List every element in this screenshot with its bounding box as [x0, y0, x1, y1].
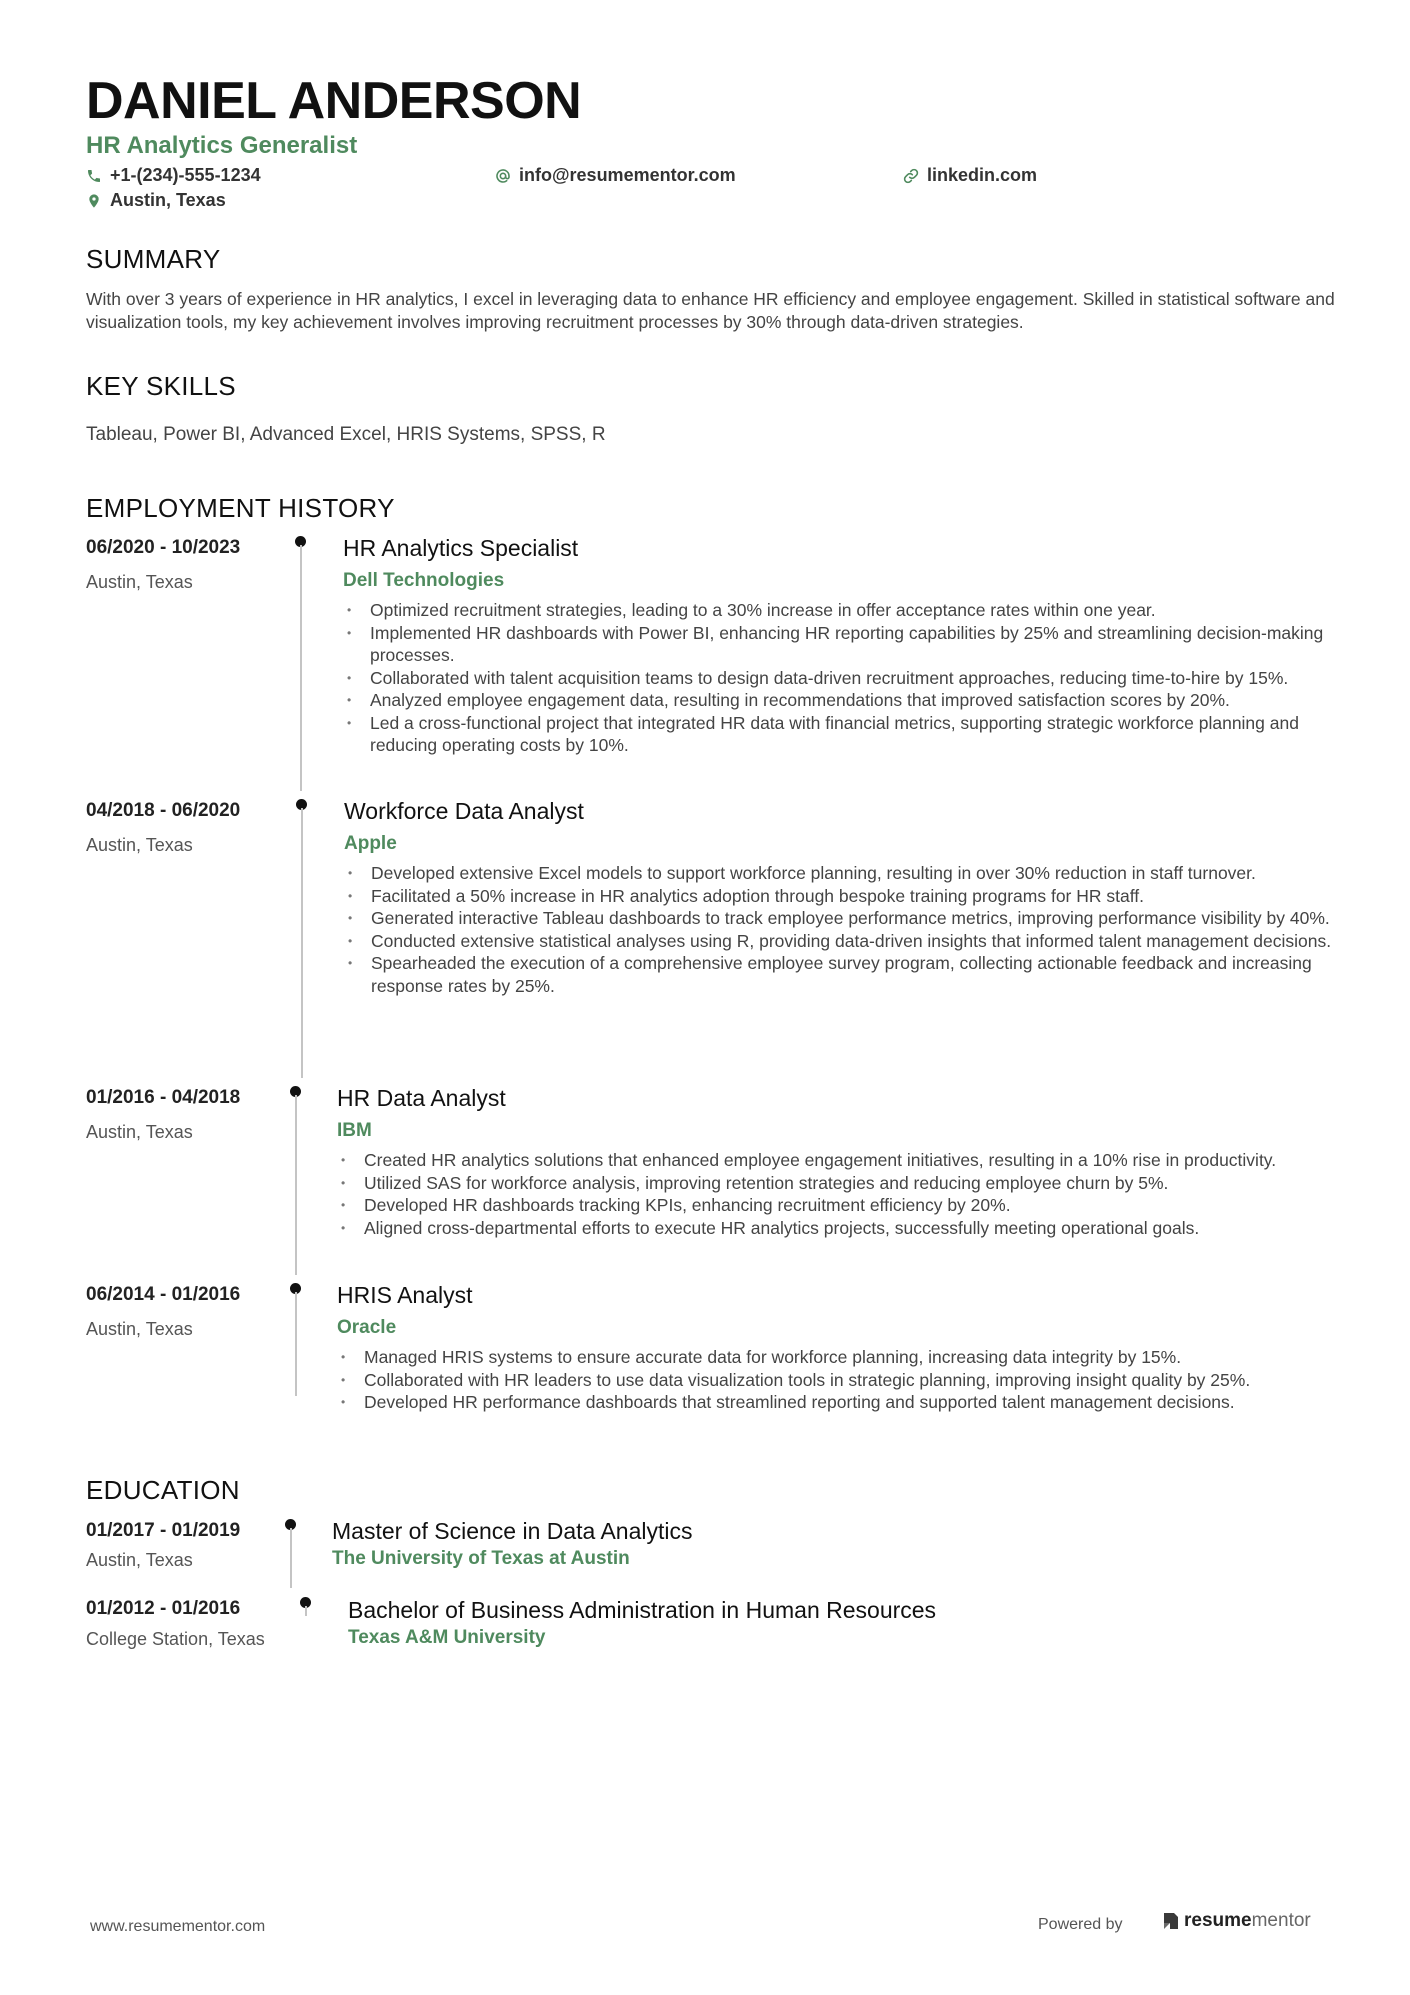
- candidate-role: HR Analytics Generalist: [86, 132, 358, 159]
- job-bullet: • Created HR analytics solutions that enhanced employee engagement initiatives, resulting in a 10% rise in productivity.: [337, 1149, 1337, 1172]
- job-bullet: • Facilitated a 50% increase in HR analytics adoption through bespoke training programs for HR staff.: [344, 885, 1334, 908]
- education-school: Texas A&M University: [348, 1627, 546, 1648]
- contact-email: [495, 165, 736, 186]
- job-title: HR Data Analyst: [337, 1085, 506, 1111]
- summary-heading: SUMMARY: [86, 244, 221, 274]
- education-dates: 01/2017 - 01/2019: [86, 1520, 241, 1541]
- brand-name-strong: resume: [1184, 1910, 1252, 1931]
- job-company: Apple: [344, 833, 397, 854]
- powered-by-label: Powered by: [1038, 1916, 1123, 1933]
- job-dates: 06/2020 - 10/2023: [86, 537, 241, 558]
- job-bullet: • Led a cross-functional project that integrated HR data with financial metrics, supporting strategic workforce planning and reducing operating costs by 10%.: [343, 712, 1333, 757]
- timeline-line: [290, 1528, 292, 1588]
- job-bullets: [343, 599, 1333, 757]
- job-bullet: • Developed extensive Excel models to support workforce planning, resulting in over 30% reduction in staff turnover.: [344, 862, 1334, 885]
- education-dates: 01/2012 - 01/2016: [86, 1598, 241, 1619]
- job-title: HRIS Analyst: [337, 1282, 473, 1308]
- job-bullet: • Collaborated with talent acquisition teams to design data-driven recruitment approaches, reducing time-to-hire by 15%.: [343, 667, 1333, 690]
- job-bullets: [337, 1149, 1337, 1239]
- skills-heading: KEY SKILLS: [86, 371, 236, 401]
- timeline-line: [305, 1606, 307, 1616]
- link-icon: [903, 168, 919, 184]
- timeline-line: [301, 808, 303, 1078]
- job-bullet: • Optimized recruitment strategies, leading to a 30% increase in offer acceptance rates within one year.: [343, 599, 1333, 622]
- job-title: Workforce Data Analyst: [344, 798, 584, 824]
- employment-heading: EMPLOYMENT HISTORY: [86, 493, 395, 523]
- education-degree: Master of Science in Data Analytics: [332, 1518, 693, 1544]
- education-location: College Station, Texas: [86, 1629, 265, 1649]
- brand-name-light: mentor: [1251, 1910, 1311, 1931]
- candidate-name: DANIEL ANDERSON: [86, 72, 582, 130]
- job-bullet: • Implemented HR dashboards with Power BI, enhancing HR reporting capabilities by 25% and streamlining decision-making processes.: [343, 622, 1333, 667]
- contact-linkedin-text: linkedin.com: [927, 165, 1038, 185]
- job-bullets: [344, 862, 1334, 997]
- job-location: Austin, Texas: [86, 835, 193, 855]
- job-bullet: • Managed HRIS systems to ensure accurate data for workforce planning, increasing data integrity by 15%.: [337, 1346, 1342, 1369]
- job-dates: 01/2016 - 04/2018: [86, 1087, 241, 1108]
- education-degree: Bachelor of Business Administration in Human Resources: [348, 1597, 937, 1623]
- contact-email-text: info@resumementor.com: [519, 165, 736, 185]
- timeline-line: [295, 1095, 297, 1275]
- footer-website-link[interactable]: www.resumementor.com: [90, 1918, 266, 1935]
- phone-icon: [86, 168, 102, 184]
- job-dates: 04/2018 - 06/2020: [86, 800, 241, 821]
- job-location: Austin, Texas: [86, 572, 193, 592]
- education-heading: EDUCATION: [86, 1475, 240, 1505]
- contact-phone-text: +1-(234)-555-1234: [110, 165, 261, 185]
- job-company: IBM: [337, 1120, 372, 1141]
- job-title: HR Analytics Specialist: [343, 535, 579, 561]
- summary-text: With over 3 years of experience in HR analytics, I excel in leveraging data to enhance HR efficiency and employee engagement. Skilled in statistical software and visualization tools, my key achievement involves improving recruitment processes by 30% through data-driven strategies.: [86, 289, 1335, 332]
- contact-phone: [86, 165, 261, 186]
- brand-logo: [1162, 1910, 1311, 1932]
- resumementor-logo-icon: [1162, 1911, 1180, 1931]
- job-bullet: • Utilized SAS for workforce analysis, improving retention strategies and reducing employee churn by 5%.: [337, 1172, 1337, 1195]
- education-location: Austin, Texas: [86, 1550, 193, 1570]
- job-bullet: • Conducted extensive statistical analyses using R, providing data-driven insights that informed talent management decisions.: [344, 930, 1334, 953]
- job-company: Oracle: [337, 1317, 397, 1338]
- timeline-line: [300, 545, 302, 791]
- job-bullet: • Developed HR dashboards tracking KPIs, enhancing recruitment efficiency by 20%.: [337, 1194, 1337, 1217]
- job-bullet: • Developed HR performance dashboards that streamlined reporting and supported talent management decisions.: [337, 1391, 1342, 1414]
- timeline-line: [295, 1292, 297, 1396]
- job-bullet: • Aligned cross-departmental efforts to execute HR analytics projects, successfully meeting operational goals.: [337, 1217, 1337, 1240]
- job-location: Austin, Texas: [86, 1122, 193, 1142]
- contact-location: [86, 190, 226, 211]
- location-pin-icon: [86, 193, 102, 209]
- job-dates: 06/2014 - 01/2016: [86, 1284, 241, 1305]
- job-bullet: • Generated interactive Tableau dashboards to track employee performance metrics, improving performance visibility by 40%.: [344, 907, 1334, 930]
- education-school: The University of Texas at Austin: [332, 1548, 630, 1569]
- contact-location-text: Austin, Texas: [110, 190, 226, 210]
- job-bullet: • Analyzed employee engagement data, resulting in recommendations that improved satisfaction scores by 20%.: [343, 689, 1333, 712]
- job-company: Dell Technologies: [343, 570, 505, 591]
- contact-linkedin: [903, 165, 1037, 186]
- at-icon: [495, 168, 511, 184]
- job-bullet: • Collaborated with HR leaders to use data visualization tools in strategic planning, improving insight quality by 25%.: [337, 1369, 1342, 1392]
- job-location: Austin, Texas: [86, 1319, 193, 1339]
- job-bullet: • Spearheaded the execution of a comprehensive employee survey program, collecting actionable feedback and increasing response rates by 25%.: [344, 952, 1334, 997]
- job-bullets: [337, 1346, 1342, 1414]
- skills-list: Tableau, Power BI, Advanced Excel, HRIS Systems, SPSS, R: [86, 424, 606, 445]
